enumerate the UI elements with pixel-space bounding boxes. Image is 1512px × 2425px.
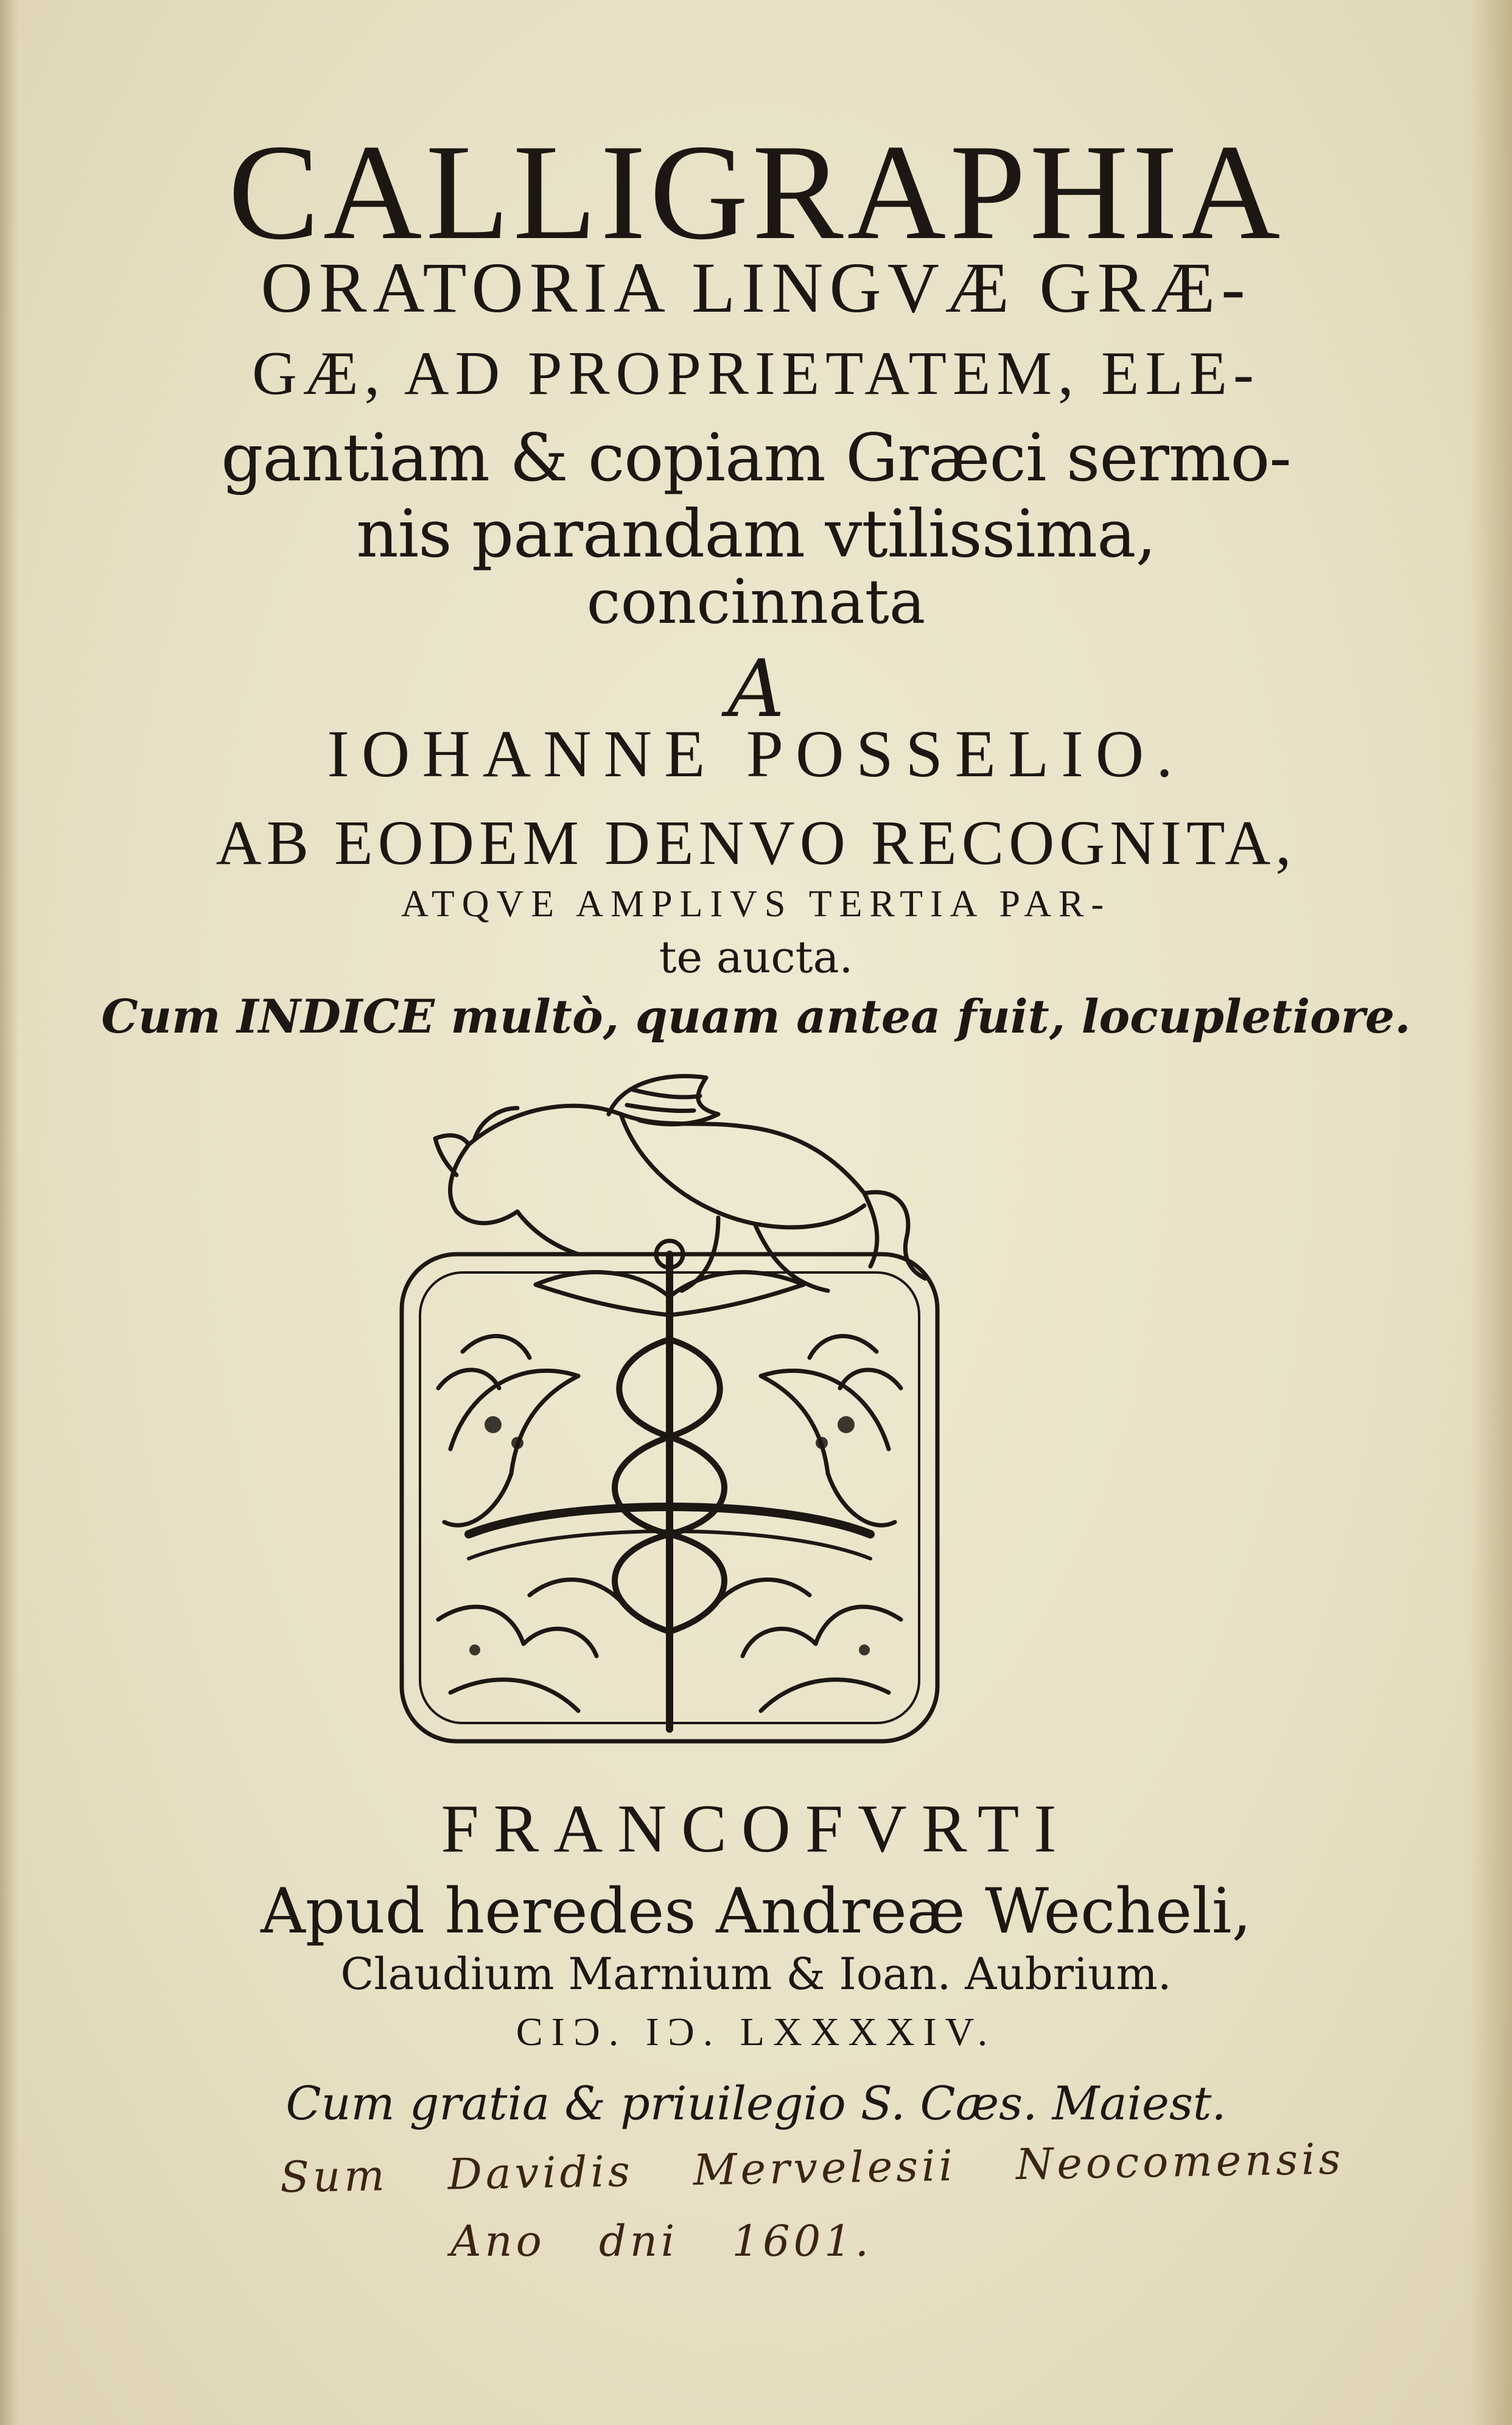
title-line-5: nis parandam vtilissima,: [356, 496, 1156, 572]
imprint-year: CIƆ. IƆ. LXXXXIV.: [516, 2010, 996, 2054]
edition-line-1: AB EODEM DENVO RECOGNITA,: [215, 808, 1297, 878]
author-name: IOHANNE POSSELIO.: [327, 717, 1185, 791]
ownership-inscription-line-2: Ano dni 1601.: [450, 2216, 872, 2266]
title-line-2: ORATORIA LINGVÆ GRÆ-: [261, 248, 1251, 328]
author-preposition: A: [727, 642, 785, 735]
imprint-city: FRANCOFVRTI: [441, 1791, 1071, 1867]
title-line-3: GÆ, AD PROPRIETATEM, ELE-: [252, 339, 1260, 408]
imprint-printer: Apud heredes Andreæ Wecheli,: [261, 1875, 1251, 1948]
title-main: CALLIGRAPHIA: [228, 116, 1284, 268]
edition-line-2: ATQVE AMPLIVS TERTIA PAR-: [401, 883, 1111, 925]
printers-device-emblem: [377, 1072, 962, 1766]
imprint-printer-names: Claudium Marnium & Ioan. Aubrium.: [340, 1948, 1172, 1999]
title-line-4: gantiam & copiam Græci sermo-: [221, 420, 1291, 496]
index-note: Cum INDICE multò, quam antea fuit, locupletiore.: [101, 989, 1411, 1044]
ownership-inscription-line-1: Sum Davidis Mervelesii Neocomensis: [279, 2133, 1345, 2203]
title-line-6: concinnata: [586, 566, 926, 637]
edition-line-3: te aucta.: [659, 932, 853, 983]
imprint-privilege: Cum gratia & priuilegio S. Cæs. Maiest.: [285, 2076, 1227, 2130]
